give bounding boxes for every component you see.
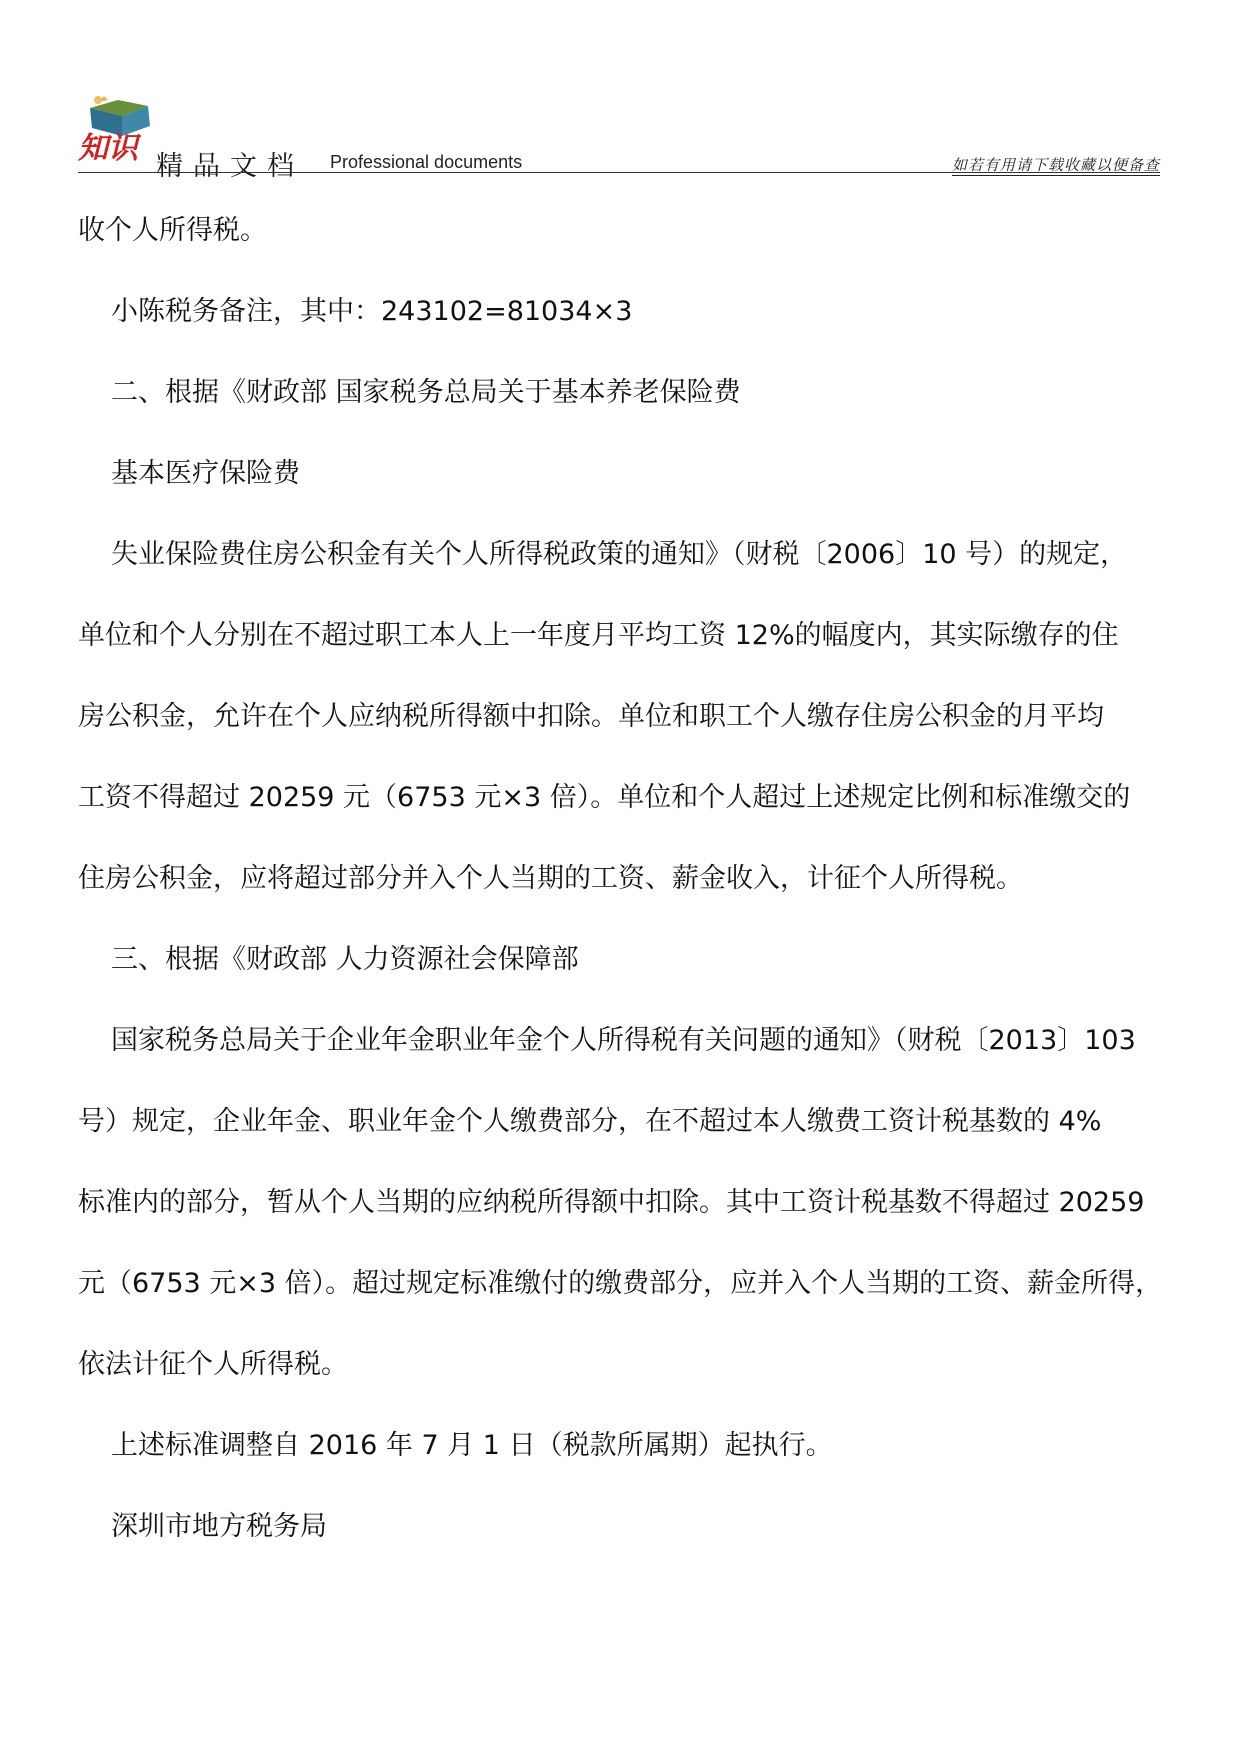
paragraph-line: 标准内的部分，暂从个人当期的应纳税所得额中扣除。其中工资计税基数不得超过 20259 xyxy=(78,1187,1145,1218)
paragraph-line: 工资不得超过 20259 元（6753 元×3 倍）。单位和个人超过上述规定比例和标准缴交的 xyxy=(78,782,1131,813)
section-two-heading: 二、根据《财政部 国家税务总局关于基本养老保险费 xyxy=(111,377,741,408)
svg-text:知识: 知识 xyxy=(78,131,138,166)
paragraph-line: 失业保险费住房公积金有关个人所得税政策的通知》（财税〔2006〕10 号）的规定， xyxy=(111,539,1128,570)
paragraph-line: 国家税务总局关于企业年金职业年金个人所得税有关问题的通知》（财税〔2013〕103 xyxy=(111,1025,1136,1056)
paragraph-line: 号）规定，企业年金、职业年金个人缴费部分，在不超过本人缴费工资计税基数的 4% xyxy=(78,1106,1102,1137)
header-tagline: 如若有用请下载收藏以便备查 xyxy=(951,156,1160,174)
header-rule xyxy=(78,172,1160,173)
paragraph-line: 依法计征个人所得税。 xyxy=(78,1349,348,1380)
document-body xyxy=(78,190,1198,1567)
effective-date-line: 上述标准调整自 2016 年 7 月 1 日（税款所属期）起执行。 xyxy=(111,1430,833,1461)
section-three-heading: 三、根据《财政部 人力资源社会保障部 xyxy=(111,944,579,975)
paragraph-line: 元（6753 元×3 倍）。超过规定标准缴付的缴费部分，应并入个人当期的工资、薪金所得， xyxy=(78,1268,1163,1299)
issuing-authority: 深圳市地方税务局 xyxy=(111,1511,327,1542)
page-header xyxy=(78,86,1160,182)
paragraph-line: 基本医疗保险费 xyxy=(111,458,300,489)
brand-title: 精品文档 xyxy=(156,151,304,182)
paragraph-line: 房公积金，允许在个人应纳税所得额中扣除。单位和职工个人缴存住房公积金的月平均 xyxy=(78,701,1104,732)
paragraph-line: 住房公积金，应将超过部分并入个人当期的工资、薪金收入，计征个人所得税。 xyxy=(78,863,1023,894)
paragraph-line: 收个人所得税。 xyxy=(78,215,267,246)
brand-subtitle: Professional documents xyxy=(330,152,523,172)
logo-icon xyxy=(78,86,160,168)
paragraph-line: 单位和个人分别在不超过职工本人上一年度月平均工资 12%的幅度内，其实际缴存的住 xyxy=(78,620,1119,651)
paragraph-note: 小陈税务备注，其中：243102=81034×3 xyxy=(111,296,633,327)
